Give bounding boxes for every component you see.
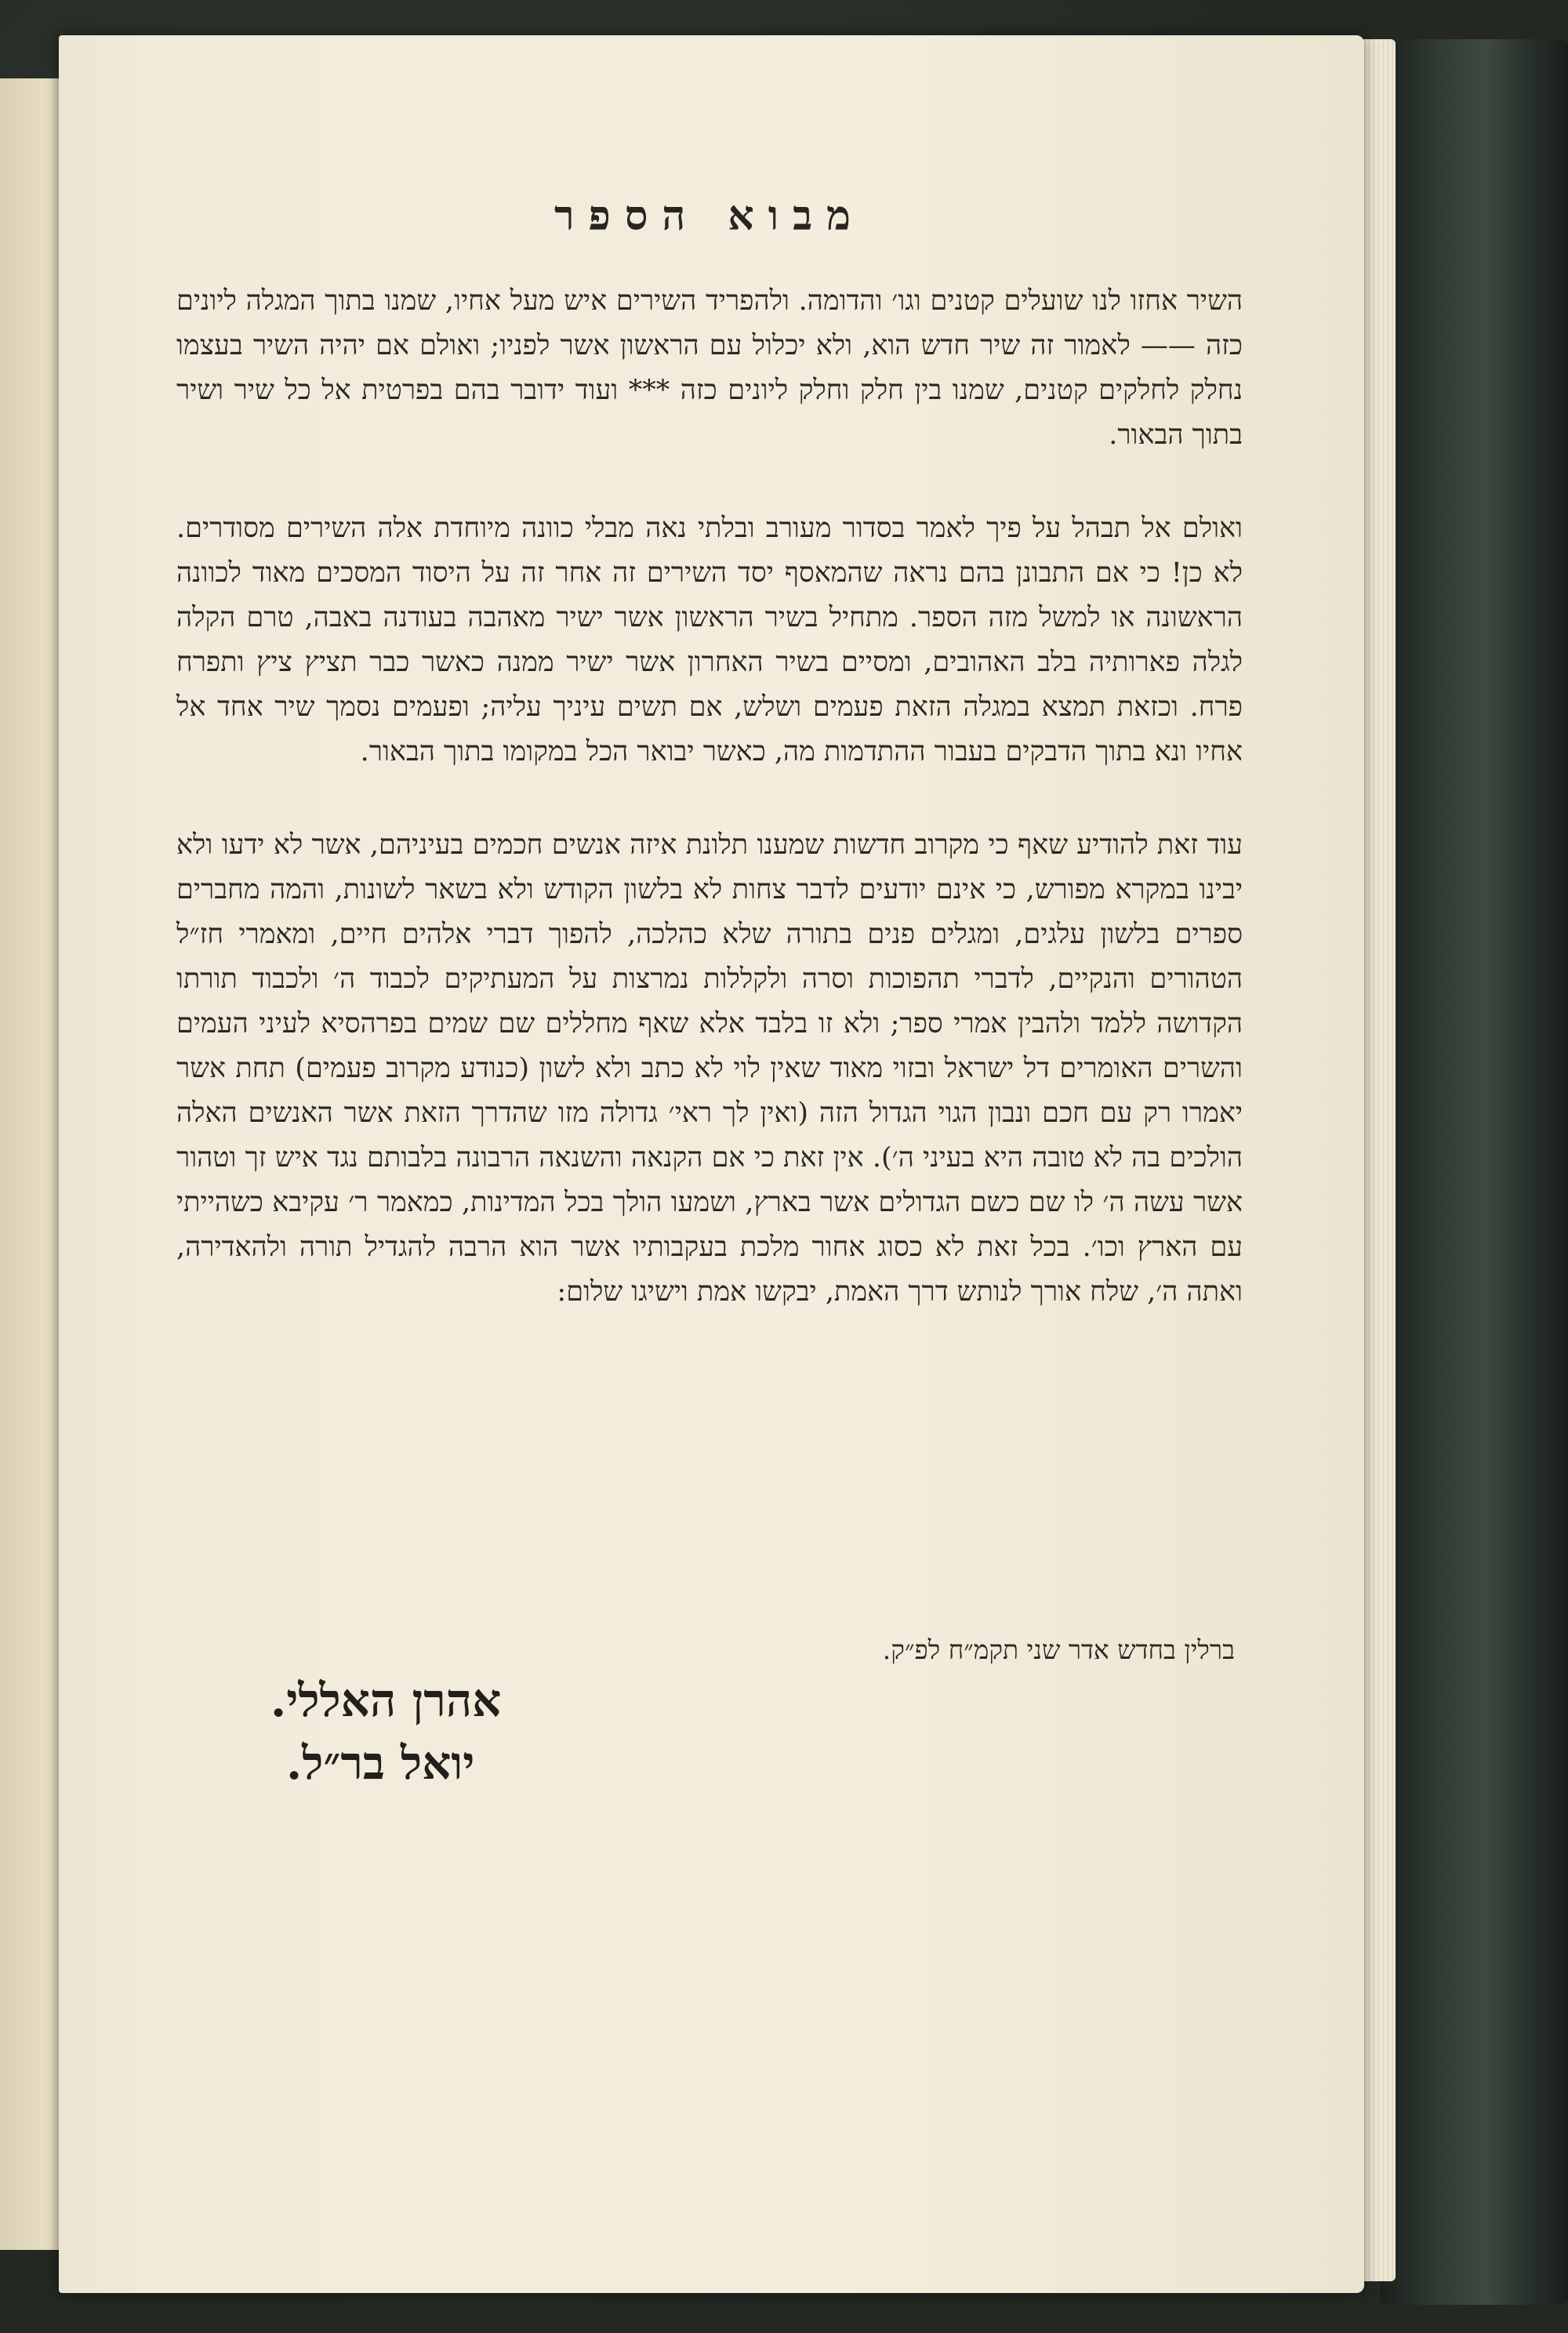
paragraph-3: עוד זאת להודיע שאף כי מקרוב חדשות שמענו תלונת איזה אנשים חכמים בעיניהם, אשר לא ידעו ולא יבינו במקרא מפורש, כי אינם יודעים לדבר צחות לא בלשון הקודש ולא בשאר לשונות, והמה מחברים ספרים בלשון עלגים, ומגלים פנים בתורה שלא כהלכה, להפוך דברי אלהים חיים, ומאמרי חז״ל הטהורים והנקיים, לדברי תהפוכות וסרה ולקללות נמרצות על המעתיקים לכבוד ה׳ ולכבוד תורתו הקדושה ללמד ולהבין אמרי ספר; ולא זו בלבד אלא שאף מחללים שם שמים בפרהסיא לעיני העמים והשרים האומרים דל ישראל ובזוי מאוד שאין לוי לא כתב ולא לשון (כנודע מקרוב פעמים) תחת אשר יאמרו רק עם חכם ונבון הגוי הגדול הזה (ואין לך ראי׳ גדולה מזו שהדרך הזאת אשר האנשים האלה הולכים בה לא טובה היא בעיני ה׳). אין זאת כי אם הקנאה והשנאה הרבונה בלבותם נגד איש זך וטהור אשר עשה ה׳ לו שם כשם הגדולים אשר בארץ, ושמעו הולך בכל המדינות, כמאמר ר׳ עקיבא כשהייתי עם הארץ וכו׳. בכל זאת לא כסוג אחור מלכת בעקבותיו אשר הוא הרבה להגדיל תורה ולהאדירה, ואתה ה׳, שלח אורך לנותש דרך האמת, יבקשו אמת וישיגו שלום: bbox=[176, 829, 1243, 1308]
signature-2: יואל בר״ל. bbox=[286, 1736, 475, 1790]
page-title: מבוא הספר bbox=[554, 192, 865, 240]
paragraph-1: השיר אחזו לנו שועלים קטנים וגו׳ והדומה. ולהפריד השירים איש מעל אחיו, שמנו בתוך המגלה ליונים כזה —— לאמור זה שיר חדש הוא, ולא יכלול עם הראשון אשר לפניו; ואולם אם יהיה השיר בעצמו נחלק לחלקים קטנים, שמנו בין חלק וחלק ליונים כזה *** ועוד ידובר בהם בפרטית אל כל שיר ושיר בתוך הבאור. bbox=[176, 285, 1243, 451]
page-text bbox=[176, 192, 1243, 1363]
dateline: ברלין בחדש אדר שני תקמ״ח לפ״ק. bbox=[882, 1635, 1235, 1665]
signature-1: אהרן האללי. bbox=[270, 1674, 502, 1727]
book-cover-edge bbox=[1380, 39, 1568, 2305]
paragraph-2: ואולם אל תבהל על פיך לאמר בסדור מעורב ובלתי נאה מבלי כוונה מיוחדת אלה השירים מסודרים. לא כן! כי אם התבונן בהם נראה שהמאסף יסד השירים זה אחר זה על היסוד המסכים מאוד לכוונה הראשונה או למשל מזה הספר. מתחיל בשיר הראשון אשר ישיר מאהבה בעודנה באבה, טרם הקלה לגלה פארותיה בלב האהובים, ומסיים בשיר האחרון אשר ישיר ממנה כאשר כבר תציץ ציץ ותפרח פרח. וכזאת תמצא במגלה הזאת פעמים ושלש, אם תשים עיניך עליה; ופעמים נסמך שיר אחד אל אחיו ונא בתוך הדבקים בעבור ההתדמות מה, כאשר יבואר הכל במקומו בתוך הבאור. bbox=[176, 513, 1243, 767]
book-page bbox=[59, 35, 1364, 2293]
